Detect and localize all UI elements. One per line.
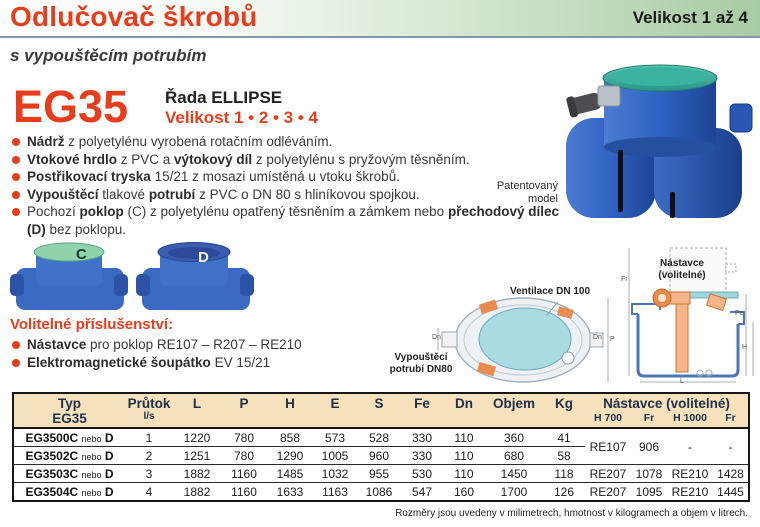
lid-c-label: C — [76, 246, 87, 263]
feature-text: Vypouštěcí tlakové potrubí z PVC o DN 80 s hliníkovou spojkou. — [27, 186, 420, 202]
feature-item — [10, 168, 562, 186]
tank-lid-inner — [611, 67, 709, 86]
dim-l: L — [680, 378, 684, 385]
dim-p: P — [610, 336, 615, 343]
cell-nastavec: 906 — [631, 428, 667, 465]
cell-value: 960 — [357, 447, 401, 465]
cell-value: 1485 — [267, 465, 313, 483]
cell-nastavec: 1445 — [717, 484, 744, 499]
col-l: L — [173, 393, 221, 428]
col-objem: Objem — [485, 393, 543, 428]
col-p: P — [221, 393, 267, 428]
table-header-row — [13, 393, 749, 412]
page-title: Odlučovač škrobů — [10, 1, 258, 32]
spec-table-section — [12, 392, 750, 502]
cell-nastavec: 1428 — [713, 465, 749, 483]
cell-typ: EG3504C nebo D — [25, 484, 114, 499]
lid-d-label: D — [198, 249, 209, 266]
col-fr2: Fr — [713, 412, 749, 428]
col-e: E — [313, 393, 357, 428]
cell-flow: 3 — [125, 465, 173, 483]
col-h1000: H 1000 — [667, 412, 713, 428]
cell-value: 1160 — [231, 484, 257, 499]
bullet-icon — [12, 173, 20, 181]
cell-value: 680 — [485, 447, 543, 465]
lids-illustration — [10, 238, 262, 312]
lid-d-unit — [136, 243, 254, 311]
technical-diagram — [378, 236, 760, 388]
table-footnote: Rozměry jsou uvedeny v milimetrech, hmotnost v kilogramech a objem v litrech. — [395, 508, 748, 519]
size-range-badge: Velikost 1 až 4 — [632, 8, 748, 27]
cell-value: 110 — [443, 465, 485, 483]
cell-value: 780 — [221, 428, 267, 447]
cell-value: 573 — [313, 428, 357, 447]
cell-value: 1160 — [221, 465, 267, 483]
feature-text: Postřikovací tryska 15/21 z mosazi umístěná u vtoku škrobů. — [27, 169, 400, 184]
col-dn: Dn — [443, 393, 485, 428]
col-group-nastavce: Nástavce (volitelné) — [585, 393, 749, 412]
cell-flow: 1 — [125, 428, 173, 447]
feature-text: Pochozí poklop (C) z polyetylénu opatřený těsněním a zámkem nebo přechodový dílec (D) bez poklopu. — [27, 204, 559, 237]
label-nastavce: Nástavce (volitelné) — [658, 258, 706, 281]
cell-nastavec: RE107 — [585, 428, 631, 465]
bullet-icon — [12, 341, 20, 349]
subtitle: s vypouštěcím potrubím — [10, 46, 207, 65]
dim-h: H — [742, 344, 748, 351]
cell-value: 118 — [543, 465, 585, 483]
cell-value: 110 — [443, 447, 485, 465]
accessories-heading: Volitelné příslušenství: — [10, 316, 174, 333]
cell-value: 1005 — [313, 447, 357, 465]
col-fr1: Fr — [631, 412, 667, 428]
cell-nastavec: RE207 — [589, 484, 627, 499]
product-photo — [552, 42, 760, 218]
tank-illustration — [552, 42, 760, 218]
cell-value: 1032 — [313, 465, 357, 483]
col-fe: Fe — [401, 393, 443, 428]
header-bar — [0, 0, 760, 38]
accessory-text: Nástavce pro poklop RE107 – R207 – RE210 — [27, 337, 302, 352]
feature-text: Vtokové hrdlo z PVC a výtokový díl z polyetylénu s pryžovým těsněním. — [27, 151, 470, 167]
dim-pe: Pe — [735, 310, 744, 317]
cell-typ: EG3502C nebo D — [13, 447, 125, 465]
feature-item — [10, 133, 562, 151]
cell-value: 110 — [443, 428, 485, 447]
col-kg: Kg — [543, 393, 585, 428]
cell-value: 330 — [401, 447, 443, 465]
cell-value: 547 — [411, 484, 433, 499]
cell-nastavec: 1078 — [631, 465, 667, 483]
accessory-item — [10, 354, 370, 372]
lid-c-unit — [10, 243, 128, 310]
col-h: H — [267, 393, 313, 428]
feature-item — [10, 203, 562, 238]
series-name: Řada ELLIPSE — [165, 88, 283, 107]
cell-value: 780 — [221, 447, 267, 465]
cell-value: 1633 — [276, 484, 304, 499]
photo-caption: Patentovaný model — [496, 180, 558, 205]
accessories-section — [10, 316, 370, 372]
col-typ: Typ EG35 — [13, 393, 125, 428]
label-vypousteci: Vypouštěcí potrubí DN80 — [389, 352, 453, 375]
lids-photo — [10, 238, 262, 312]
cell-value: 528 — [357, 428, 401, 447]
table-row — [13, 483, 749, 502]
feature-item — [10, 151, 562, 169]
table-row — [13, 428, 749, 447]
strap — [618, 150, 623, 212]
cell-value: 858 — [267, 428, 313, 447]
model-code: EG35 — [13, 81, 129, 132]
series-sizes: Velikost 1 • 2 • 3 • 4 — [165, 108, 318, 128]
cell-value: 160 — [453, 484, 475, 499]
cell-value: 1882 — [173, 465, 221, 483]
cell-value: 1700 — [500, 484, 528, 499]
bullet-icon — [12, 156, 20, 164]
cell-value: 126 — [553, 484, 575, 499]
bullet-icon — [12, 138, 20, 146]
cell-nastavec: - — [713, 428, 749, 465]
cell-value: 955 — [357, 465, 401, 483]
bullet-icon — [12, 359, 20, 367]
inlet-fitting — [598, 86, 620, 106]
cell-value: 360 — [485, 428, 543, 447]
outlet-pipe — [730, 104, 752, 132]
cell-flow: 2 — [125, 447, 173, 465]
col-prutok: Průtok l/s — [125, 393, 173, 428]
cell-value: 530 — [401, 465, 443, 483]
cell-value: 41 — [543, 428, 585, 447]
dim-dn-right: Dn — [593, 334, 602, 341]
feature-list — [10, 133, 562, 238]
dim-fr: Fr — [621, 276, 628, 283]
dim-dn-left: Dn — [432, 334, 441, 341]
cell-nastavec: RE210 — [671, 484, 709, 499]
cell-value: 1290 — [267, 447, 313, 465]
cell-value: 1882 — [183, 484, 211, 499]
cell-value: 1163 — [322, 484, 348, 499]
cell-flow: 4 — [145, 484, 153, 499]
col-s: S — [357, 393, 401, 428]
cell-value: 1086 — [365, 484, 393, 499]
cell-value: 58 — [543, 447, 585, 465]
cell-value: 1251 — [173, 447, 221, 465]
bullet-icon — [12, 208, 20, 216]
col-h700: H 700 — [585, 412, 631, 428]
cell-value: 330 — [401, 428, 443, 447]
feature-text: Nádrž z polyetylénu vyrobená rotačním odléváním. — [27, 134, 333, 149]
cell-nastavec: RE207 — [585, 465, 631, 483]
strap — [670, 192, 675, 218]
accessory-item — [10, 336, 370, 354]
label-ventilace: Ventilace DN 100 — [509, 286, 591, 297]
cell-nastavec: RE210 — [667, 465, 713, 483]
cell-value: 1450 — [485, 465, 543, 483]
table-row — [13, 465, 749, 483]
cell-typ: EG3503C nebo D — [13, 465, 125, 483]
cell-nastavec: - — [667, 428, 713, 465]
feature-item — [10, 186, 562, 204]
cell-typ: EG3500C nebo D — [13, 428, 125, 447]
cell-value: 1220 — [173, 428, 221, 447]
bullet-icon — [12, 191, 20, 199]
series-block — [165, 88, 318, 129]
spec-table — [12, 392, 750, 502]
accessory-text: Elektromagnetické šoupátko EV 15/21 — [27, 355, 271, 370]
cell-nastavec: 1095 — [635, 484, 663, 499]
